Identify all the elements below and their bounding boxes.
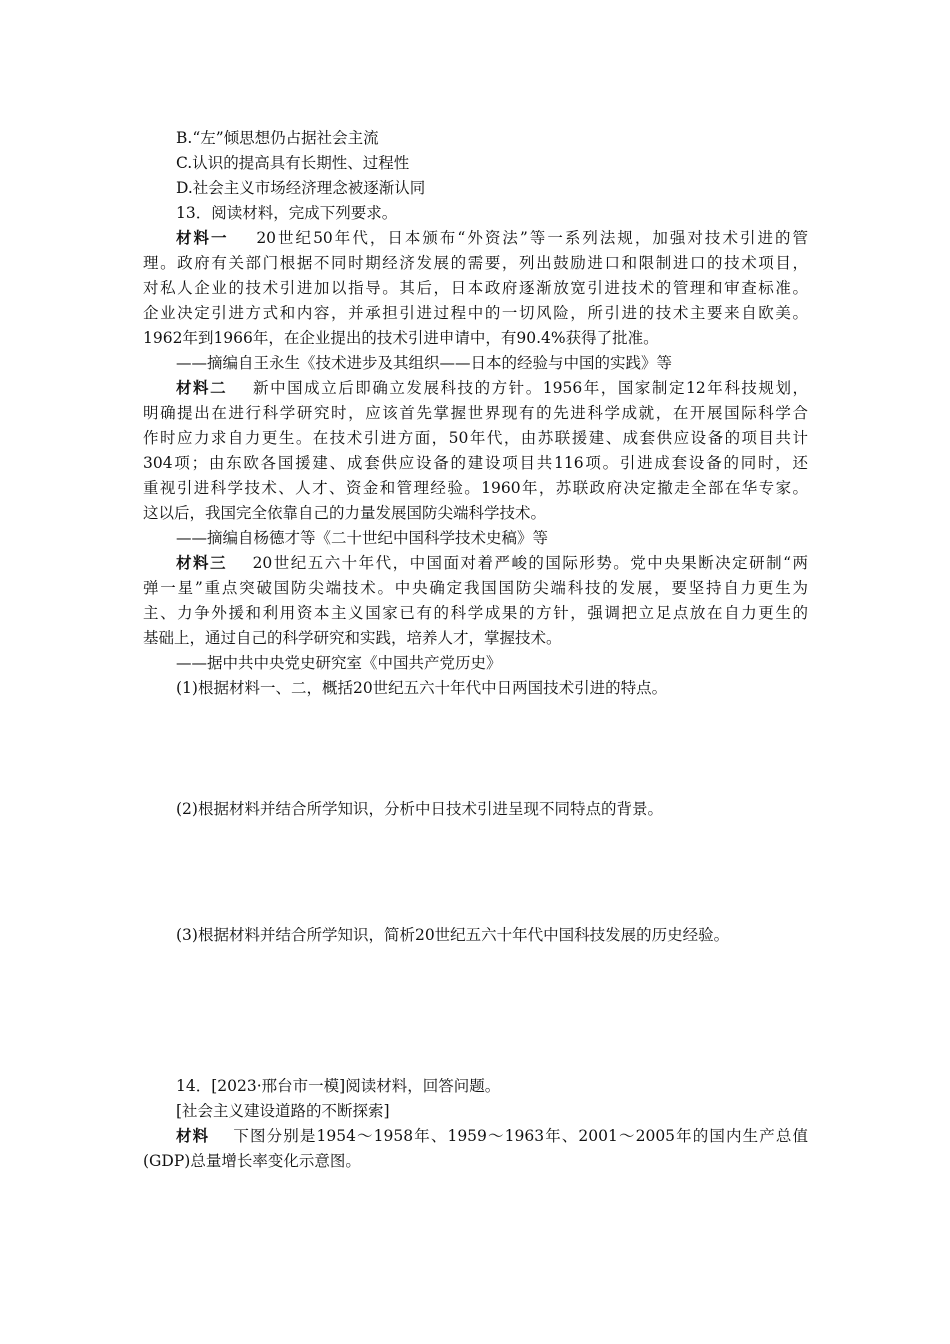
material-1-line: 理。政府有关部门根据不同时期经济发展的需要，列出鼓励进口和限制进口的技术项目， <box>143 254 808 272</box>
material-3-line: 基础上，通过自己的科学研究和实践，培养人才，掌握技术。 <box>143 629 562 647</box>
material-3-source: ——据中共中央党史研究室《中国共产党历史》 <box>176 654 502 672</box>
material-1-line: 1962年到1966年，在企业提出的技术引进申请中，有90.4%获得了批准。 <box>143 329 659 347</box>
material-2-line: 304项；由东欧各国援建、成套供应设备的建设项目共116项。引进成套设备的同时，还 <box>143 454 808 472</box>
material-2-line <box>176 376 808 400</box>
material-3-line <box>176 551 808 575</box>
material-3-text: 20世纪五六十年代，中国面对着严峻的国际形势。党中央果断决定研制“两 <box>252 554 808 572</box>
q14-title: 14．[2023·邢台市一模]阅读材料，回答问题。 <box>176 1077 501 1095</box>
q14-material-line: (GDP)总量增长率变化示意图。 <box>143 1152 361 1170</box>
material-3-line: 弹一星”重点突破国防尖端技术。中央确定我国国防尖端科技的发展，要坚持自力更生为 <box>143 579 808 597</box>
material-2-line: 作时应力求自力更生。在技术引进方面，50年代，由苏联援建、成套供应设备的项目共计 <box>143 429 808 447</box>
material-1-source: ——摘编自王永生《技术进步及其组织——日本的经验与中国的实践》等 <box>176 354 673 372</box>
material-2-text: 新中国成立后即确立发展科技的方针。1956年，国家制定12年科技规划， <box>253 379 808 397</box>
material-2-line: 明确提出在进行科学研究时，应该首先掌握世界现有的先进科学成就，在开展国际科学合 <box>143 404 808 422</box>
q14-material-text: 下图分别是1954～1958年、1959～1963年、2001～2005年的国内生产总值 <box>233 1127 808 1145</box>
material-1-line: 对私人企业的技术引进加以指导。其后，日本政府逐渐放宽引进技术的管理和审查标准。 <box>143 279 808 297</box>
q13-title: 13．阅读材料，完成下列要求。 <box>176 204 398 222</box>
material-3-label: 材料三 <box>176 553 227 572</box>
option-b: B.“左”倾思想仍占据社会主流 <box>176 129 379 147</box>
option-c: C.认识的提高具有长期性、过程性 <box>176 154 410 172</box>
option-d: D.社会主义市场经济理念被逐渐认同 <box>176 179 426 197</box>
q14-material-label: 材料 <box>176 1126 210 1145</box>
material-1-text: 20世纪50年代，日本颁布“外资法”等一系列法规，加强对技术引进的管 <box>256 229 808 247</box>
q14-section: [社会主义建设道路的不断探索] <box>176 1102 390 1120</box>
q13-sub-3: (3)根据材料并结合所学知识，简析20世纪五六十年代中国科技发展的历史经验。 <box>176 926 730 944</box>
q13-sub-2: (2)根据材料并结合所学知识，分析中日技术引进呈现不同特点的背景。 <box>176 800 663 818</box>
q13-sub-1: (1)根据材料一、二，概括20世纪五六十年代中日两国技术引进的特点。 <box>176 679 668 697</box>
material-2-source: ——摘编自杨德才等《二十世纪中国科学技术史稿》等 <box>176 529 549 547</box>
material-1-line: 企业决定引进方式和内容，并承担引进过程中的一切风险，所引进的技术主要来自欧美。 <box>143 304 808 322</box>
material-2-label: 材料二 <box>176 378 228 397</box>
material-2-line: 这以后，我国完全依靠自己的力量发展国防尖端科学技术。 <box>143 504 547 522</box>
q14-material-line <box>176 1124 808 1148</box>
material-1-label: 材料一 <box>176 228 229 247</box>
material-3-line: 主、力争外援和利用资本主义国家已有的科学成果的方针，强调把立足点放在自力更生的 <box>143 604 808 622</box>
material-1-line <box>176 226 808 250</box>
material-2-line: 重视引进科学技术、人才、资金和管理经验。1960年，苏联政府决定撤走全部在华专家。 <box>143 479 808 497</box>
